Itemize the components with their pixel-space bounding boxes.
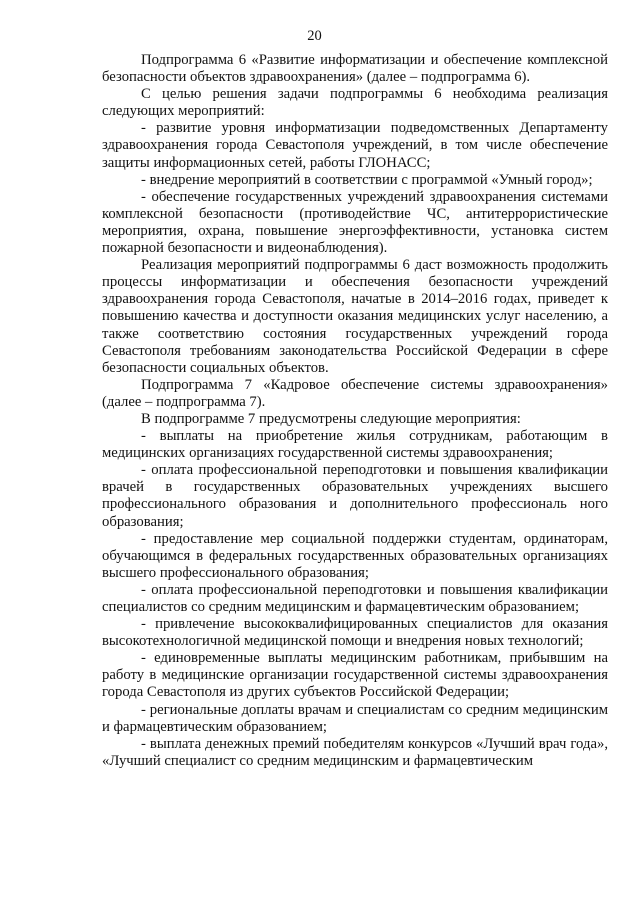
page-number: 20 (307, 28, 322, 44)
paragraph: - предоставление мер социальной поддержки студентам, ординаторам, обучающимся в федеральных государственных образовательных организациях высшего профессионального образования; (102, 530, 608, 581)
paragraph: Подпрограмма 6 «Развитие информатизации и обеспечение комплексной безопасности объектов здравоохранения» (далее – подпрограмма 6). (102, 52, 608, 86)
paragraph: - обеспечение государственных учреждений здравоохранения системами комплексной безопасности (противодействие ЧС, антитеррористические мероприятия, охрана, повышение энергоэффективности, установка систем пожарной безопасности и видеонаблюдения). (102, 188, 608, 257)
paragraph: - выплата денежных премий победителям конкурсов «Лучший врач года», «Лучший специалист со средним медицинским и фармацевтическим (102, 735, 608, 769)
paragraph: - оплата профессиональной переподготовки и повышения квалификации врачей в государственных образовательных учреждениях высшего профессионального образования и дополнительного профессиональ ного образования; (102, 462, 608, 530)
paragraph: Подпрограмма 7 «Кадровое обеспечение системы здравоохранения» (далее – подпрограмма 7). (102, 376, 608, 410)
paragraph: В подпрограмме 7 предусмотрены следующие мероприятия: (141, 410, 521, 427)
paragraph: - выплаты на приобретение жилья сотрудникам, работающим в медицинских организациях государственной системы здравоохранения; (102, 428, 608, 462)
paragraph: - оплата профессиональной переподготовки и повышения квалификации специалистов со средним медицинским и фармацевтическим образованием; (102, 581, 608, 615)
paragraph: С целью решения задачи подпрограммы 6 необходима реализация следующих мероприятий: (102, 86, 608, 120)
paragraph: - развитие уровня информатизации подведомственных Департаменту здравоохранения города Севастополя учреждений, в том числе обеспечение защиты информационных сетей, работы ГЛОНАСС; (102, 120, 608, 171)
paragraph: Реализация мероприятий подпрограммы 6 даст возможность продолжить процессы информатизации и обеспечения безопасности учреждений здравоохранения города Севастополя, начатые в 2014–2016 годах, приведет к повышению качества и доступности оказания медицинских услуг населению, а также соответствию состояния государственных учреждений города Севастополя требованиям законодательства Российской Федерации в сфере безопасности социальных объектов. (102, 257, 608, 376)
paragraph: - единовременные выплаты медицинским работникам, прибывшим на работу в медицинские организации государственной системы здравоохранения города Севастополя из других субъектов Российской Федерации; (102, 650, 608, 701)
paragraph: - привлечение высококвалифицированных специалистов для оказания высокотехнологичной медицинской помощи и внедрения новых технологий; (102, 616, 608, 650)
body-text (102, 52, 608, 770)
paragraph: - внедрение мероприятий в соответствии с программой «Умный город»; (141, 171, 593, 188)
paragraph: - региональные доплаты врачам и специалистам со средним медицинским и фармацевтическим образованием; (102, 701, 608, 735)
